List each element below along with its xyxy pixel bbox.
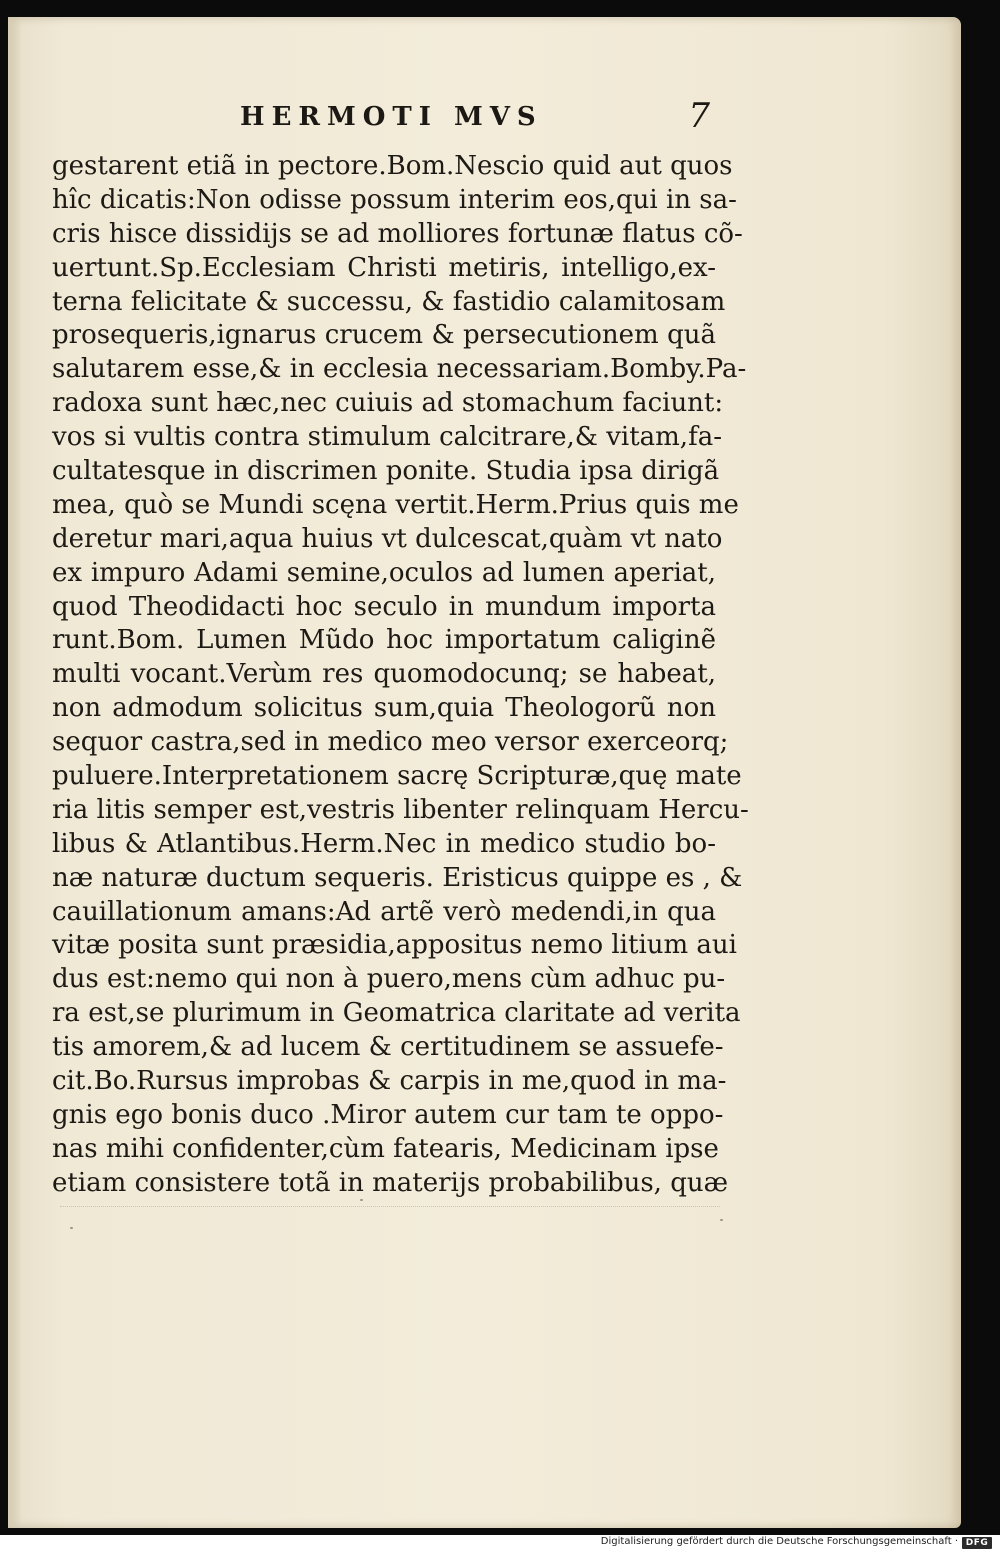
funding-credit: Digitalisierung gefördert durch die Deutsche Forschungsgemeinschaft · xyxy=(600,1536,958,1547)
text-line: cauillationum amans:Ad artẽ verò medendi,in qua xyxy=(52,896,716,927)
ink-speck xyxy=(720,1219,723,1221)
text-line: etiam consistere totã in materijs probabilibus, quæ xyxy=(52,1167,729,1198)
text-line: gestarent etiã in pectore.Bom.Nescio quid aut quos xyxy=(52,151,733,181)
text-line: cris hisce dissidijs se ad molliores fortunæ flatus cõ- xyxy=(52,218,743,249)
text-line: vitæ posita sunt præsidia,appositus nemo litium aui xyxy=(52,930,737,961)
text-line: ria litis semper est,vestris libenter relinquam Hercu- xyxy=(52,794,749,825)
dfg-logo-icon: DFG xyxy=(962,1537,992,1549)
ink-specks xyxy=(60,1206,720,1211)
page-number: 7 xyxy=(688,96,710,136)
ink-speck xyxy=(70,1227,73,1229)
text-line: nas mihi confidenter,cùm fatearis, Medicinam ipse xyxy=(52,1133,719,1164)
text-line: uertunt.Sp.Ecclesiam Christi metiris, intelligo,ex- xyxy=(52,252,716,283)
running-title: HERMOTI MVS xyxy=(240,102,543,132)
text-line: mea, quò se Mundi scęna vertit.Herm.Prius quis me xyxy=(52,489,739,520)
text-line: quod Theodidacti hoc seculo in mundum importa xyxy=(52,591,716,622)
text-line: cit.Bo.Rursus improbas & carpis in me,quod in ma- xyxy=(52,1066,727,1097)
page-gutter-shadow xyxy=(8,17,22,1528)
text-line: sequor castra,sed in medico meo versor exerceorq; xyxy=(52,727,729,758)
text-line: deretur mari,aqua huius vt dulcescat,quàm vt nato xyxy=(52,523,723,554)
text-line: puluere.Interpretationem sacrę Scripturæ,quę mate xyxy=(52,761,742,792)
text-line: salutarem esse,& in ecclesia necessariam.Bomby.Pa- xyxy=(52,354,747,385)
text-line: multi vocant.Verùm res quomodocunq; se habeat, xyxy=(52,659,716,690)
text-line: hîc dicatis:Non odisse possum interim eos,qui in sa- xyxy=(52,184,737,215)
text-line: libus & Atlantibus.Herm.Nec in medico studio bo- xyxy=(52,828,716,859)
text-line: radoxa sunt hæc,nec cuiuis ad stomachum faciunt: xyxy=(52,388,724,419)
text-line: terna felicitate & successu, & fastidio calamitosam xyxy=(52,286,726,317)
text-line: non admodum solicitus sum,quia Theologorũ non xyxy=(52,693,716,724)
text-line: tis amorem,& ad lucem & certitudinem se assuefe- xyxy=(52,1032,724,1063)
ink-speck xyxy=(360,1199,363,1201)
text-line: gnis ego bonis duco .Miror autem cur tam te oppo- xyxy=(52,1099,724,1130)
running-head xyxy=(240,96,710,136)
text-line: cultatesque in discrimen ponite. Studia ipsa dirigã xyxy=(52,456,720,487)
text-line: ex impuro Adami semine,oculos ad lumen aperiat, xyxy=(52,557,716,588)
text-line: runt.Bom. Lumen Mũdo hoc importatum caliginẽ xyxy=(52,625,716,656)
text-line: ra est,se plurimum in Geomatrica claritate ad verita xyxy=(52,998,741,1029)
body-text xyxy=(52,150,749,1201)
text-line: vos si vultis contra stimulum calcitrare,& vitam,fa- xyxy=(52,422,722,453)
footer-bar xyxy=(0,1535,1000,1552)
text-line: prosequeris,ignarus crucem & persecutionem quã xyxy=(52,320,716,351)
text-line: dus est:nemo qui non à puero,mens cùm adhuc pu- xyxy=(52,964,726,995)
text-line: næ naturæ ductum sequeris. Eristicus quippe es , & xyxy=(52,862,743,893)
